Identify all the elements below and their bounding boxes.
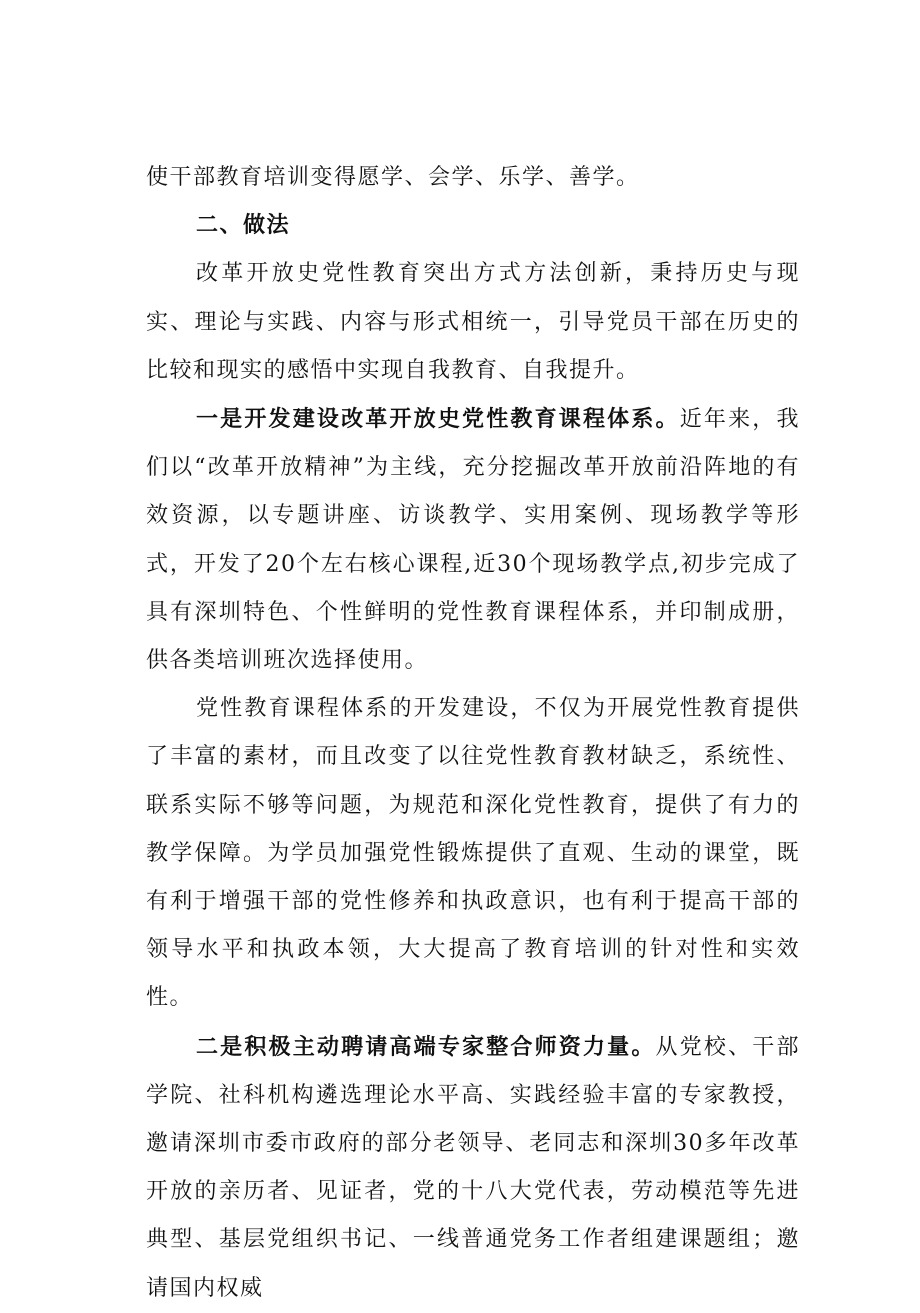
paragraph-continuation: 使干部教育培训变得愿学、会学、乐学、善学。 — [146, 165, 640, 190]
paragraph-intro: 改革开放史党性教育突出方式方法创新，秉持历史与现实、理论与实践、内容与形式相统一，引导党员干部在历史的比较和现实的感悟中实现自我教育、自我提升。 — [146, 261, 800, 383]
paragraph-lead-experts: 二是积极主动聘请高端专家整合师资力量。 — [196, 1033, 656, 1060]
document-body — [146, 154, 800, 1313]
paragraph-experts — [146, 1023, 800, 1313]
section-heading: 二、做法 — [196, 213, 291, 239]
paragraph-lead-curriculum: 一是开发建设改革开放史党性教育课程体系。 — [196, 406, 680, 433]
paragraph-body-curriculum: 近年来，我们以“改革开放精神”为主线，充分挖掘改革开放前沿阵地的有效资源，以专题讲座、访谈教学、实用案例、现场教学等形式，开发了20个左右核心课程,近30个现场教学点,初步完成了具有深圳特色、个性鲜明的党性教育课程体系，并印制成册，供各类培训班次选择使用。 — [146, 407, 800, 674]
paragraph-body-experts: 从党校、干部学院、社科机构遴选理论水平高、实践经验丰富的专家教授，邀请深圳市委市政府的部分老领导、老同志和深圳30多年改革开放的亲历者、见证者，党的十八大党代表，劳动模范等先进典型、基层党组织书记、一线普通党务工作者组建课题组；邀请国内权威 — [146, 1034, 800, 1301]
paragraph-curriculum — [146, 395, 800, 685]
paragraph-significance: 党性教育课程体系的开发建设，不仅为开展党性教育提供了丰富的素材，而且改变了以往党性教育教材缺乏，系统性、联系实际不够等问题，为规范和深化党性教育，提供了有力的教学保障。为学员加强党性锻炼提供了直观、生动的课堂，既有利于增强干部的党性修养和执政意识，也有利于提高干部的领导水平和执政本领，大大提高了教育培训的针对性和实效性。 — [146, 696, 800, 1011]
